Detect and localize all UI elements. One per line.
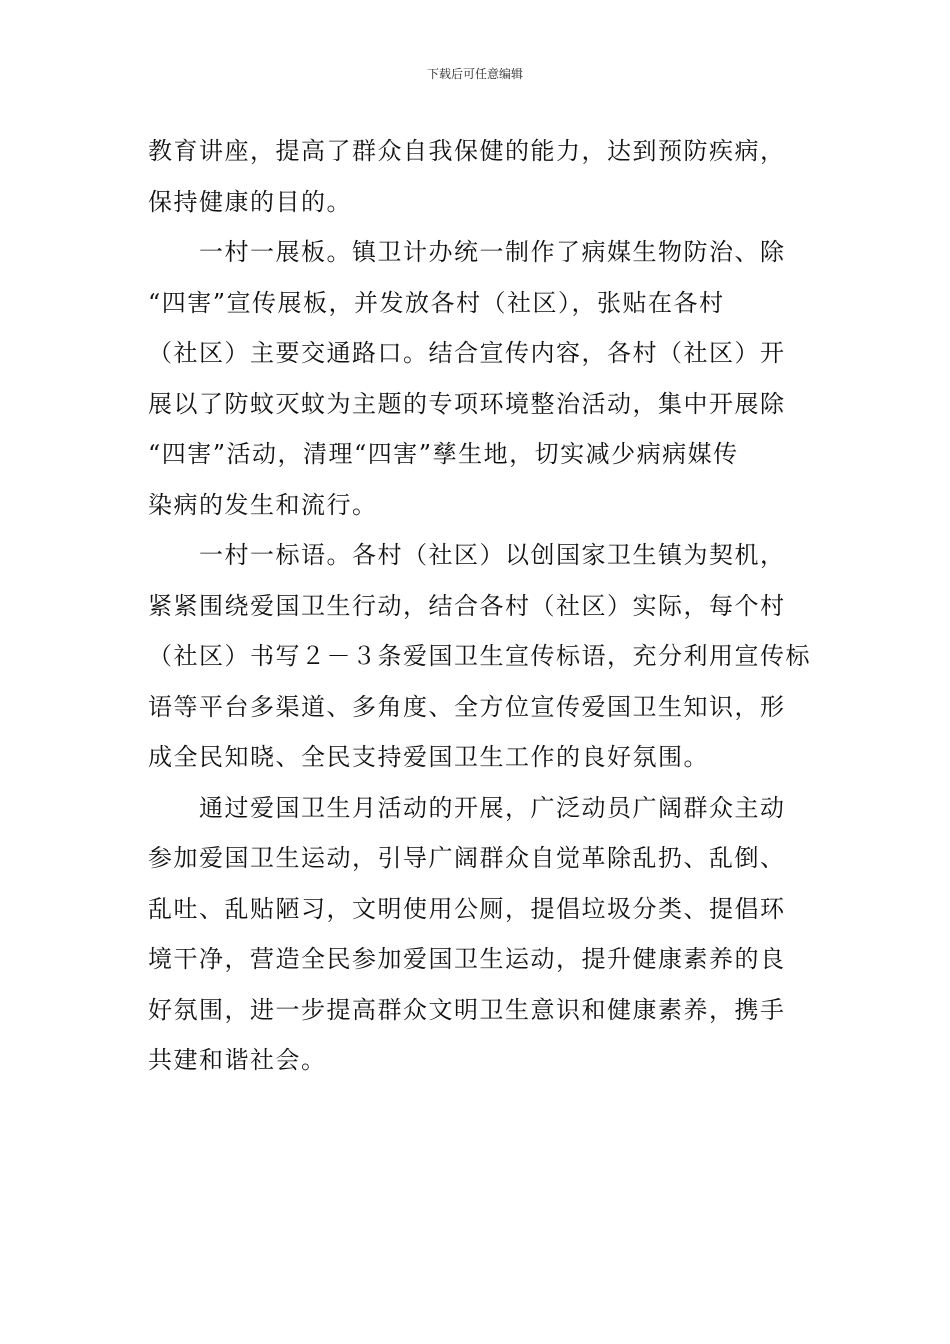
document-body xyxy=(148,126,811,1086)
text-line: 乱吐、乱贴陋习，文明使用公厕，提倡垃圾分类、提倡环 xyxy=(148,894,786,923)
text-line: 通过爱国卫生月活动的开展，广泛动员广阔群众主动 xyxy=(148,793,786,822)
text-line: 成全民知晓、全民支持爱国卫生工作的良好氛围。 xyxy=(148,743,709,771)
text-line: 紧紧围绕爱国卫生行动，结合各村（社区）实际，每个村 xyxy=(148,591,786,620)
text-line: （社区）主要交通路口。结合宣传内容，各村（社区）开 xyxy=(148,339,786,367)
text-line: 展以了防蚊灭蚊为主题的专项环境整治活动，集中开展除 xyxy=(148,389,786,418)
text-line: 保持健康的目的。 xyxy=(148,187,352,216)
text-line: 染病的发生和流行。 xyxy=(148,490,378,519)
text-line: 好氛围，进一步提高群众文明卫生意识和健康素养，携手 xyxy=(148,995,786,1024)
text-line: 共建和谐社会。 xyxy=(148,1046,327,1074)
text-line: 一村一展板。镇卫计办统一制作了病媒生物防治、除 xyxy=(148,238,786,266)
text-line: “四害”活动，清理“四害”孳生地，切实减少病病媒传 xyxy=(148,440,739,468)
page-header: 下载后可任意编辑 xyxy=(426,67,523,81)
text-line: “四害”宣传展板，并发放各村（社区），张贴在各村 xyxy=(148,288,725,317)
text-line: 语等平台多渠道、多角度、全方位宣传爱国卫生知识，形 xyxy=(148,692,786,721)
text-line: （社区）书写２－３条爱国卫生宣传标语，充分利用宣传标 xyxy=(148,642,811,670)
text-line: 境干净，营造全民参加爱国卫生运动，提升健康素养的良 xyxy=(148,945,786,973)
text-line: 参加爱国卫生运动，引导广阔群众自觉革除乱扔、乱倒、 xyxy=(148,844,786,872)
text-line: 一村一标语。各村（社区）以创国家卫生镇为契机， xyxy=(148,541,786,569)
text-line: 教育讲座，提高了群众自我保健的能力，达到预防疾病， xyxy=(148,137,786,165)
